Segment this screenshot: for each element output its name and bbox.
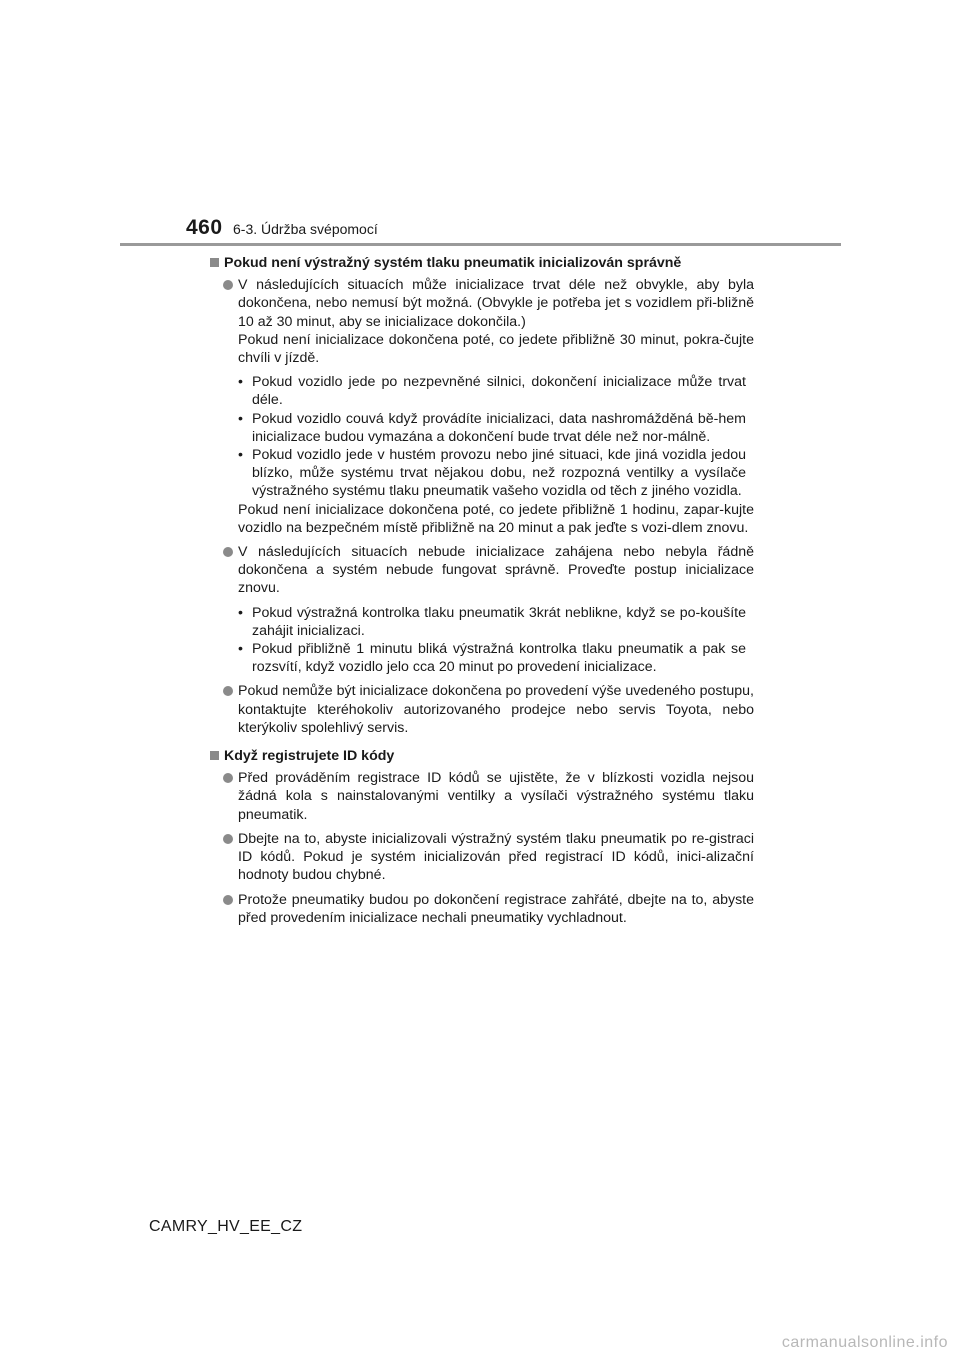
page-number: 460	[186, 216, 223, 239]
circle-bullet-icon	[223, 773, 233, 783]
circle-bullet-icon	[223, 547, 233, 557]
sub-list-item: • Pokud vozidlo jede po nezpevněné silnici, dokončení inicializace může trvat déle.	[238, 373, 746, 409]
circle-bullet-icon	[223, 895, 233, 905]
bullet-paragraph: Dbejte na to, abyste inicializovali výstražný systém tlaku pneumatik po re-gistraci ID kódů. Pokud je systém inicializován před registrací ID kódů, inici-alizační hodnoty budou chybné.	[238, 830, 754, 884]
section-heading	[209, 747, 754, 765]
circle-bullet-icon	[223, 834, 233, 844]
bullet-paragraph: V následujících situacích nebude inicializace zahájena nebo nebyla řádně dokončena a systém nebude fungovat správně. Proveďte postup inicializace znovu.	[238, 544, 754, 597]
circle-bullet-icon	[223, 686, 233, 696]
square-bullet-icon	[210, 258, 219, 267]
bullet-paragraph: Pokud není inicializace dokončena poté, co jedete přibližně 30 minut, pokra-čujte chvíli v jízdě.	[238, 331, 754, 367]
bullet-paragraph: V následujících situacích může inicializace trvat déle než obvykle, aby byla dokončena, nebo nemusí být možná. (Obvykle je potřeba jet s vozidlem při-bližně 10 až 30 minut, aby se inicializace dokončila.)	[238, 277, 754, 330]
sub-list	[238, 373, 754, 500]
bullet-item	[209, 276, 754, 537]
circle-bullet-icon	[223, 280, 233, 290]
bullet-paragraph: Pokud není inicializace dokončena poté, co jedete přibližně 1 hodinu, zapar-kujte vozidlo na bezpečném místě přibližně na 20 minut a pak jeďte s vozi-dlem znovu.	[238, 501, 754, 536]
section-heading	[209, 254, 754, 272]
bullet-item	[209, 769, 754, 824]
bullet-paragraph: Pokud nemůže být inicializace dokončena po provedení výše uvedeného postupu, kontaktujte kteréhokoliv autorizovaného prodejce nebo servis Toyota, nebo kterýkoliv spolehlivý servis.	[238, 683, 754, 736]
watermark-text: carmanualsonline.info	[781, 1334, 948, 1351]
sub-list-item: • Pokud vozidlo jede v hustém provozu nebo jiné situaci, kde jiná vozidla jedou blízko, může systému trvat nějakou dobu, než rozpozná ventilky a vysílače výstražného systému tlaku pneumatik vašeho vozidla od těch z jiného vozidla.	[238, 446, 746, 501]
section-heading-text: Pokud není výstražný systém tlaku pneumatik inicializován správně	[224, 255, 682, 271]
bullet-item	[209, 682, 754, 737]
document-code: CAMRY_HV_EE_CZ	[149, 1218, 303, 1235]
header-divider	[120, 243, 841, 246]
sub-list-item: • Pokud vozidlo couvá když provádíte inicializaci, data nashromážděná bě-hem inicializace budou vymazána a dokončení bude trvat déle než nor-málně.	[238, 410, 746, 446]
bullet-item	[209, 891, 754, 927]
bullet-paragraph: Protože pneumatiky budou po dokončení registrace zahřáté, dbejte na to, abyste před provedením inicializace nechali pneumatiky vychladnout.	[238, 891, 754, 926]
chapter-title: 6-3. Údržba svépomocí	[233, 221, 378, 237]
bullet-item	[209, 830, 754, 885]
sub-list-item: • Pokud výstražná kontrolka tlaku pneumatik 3krát neblikne, když se po-koušíte zahájit inicializaci.	[238, 604, 746, 640]
sub-list	[238, 604, 754, 677]
sub-list-item: • Pokud přibližně 1 minutu bliká výstražná kontrolka tlaku pneumatik a pak se rozsvítí, když vozidlo jelo cca 20 minut po provedení inicializace.	[238, 640, 746, 676]
bullet-item	[209, 543, 754, 676]
section-heading-text: Když registrujete ID kódy	[224, 748, 395, 765]
square-bullet-icon	[210, 751, 219, 760]
bullet-paragraph: Před prováděním registrace ID kódů se ujistěte, že v blízkosti vozidla nejsou žádná kola s nainstalovanými ventilky a vysílači výstražného systému tlaku pneumatik.	[238, 770, 754, 823]
page-content	[209, 254, 754, 933]
